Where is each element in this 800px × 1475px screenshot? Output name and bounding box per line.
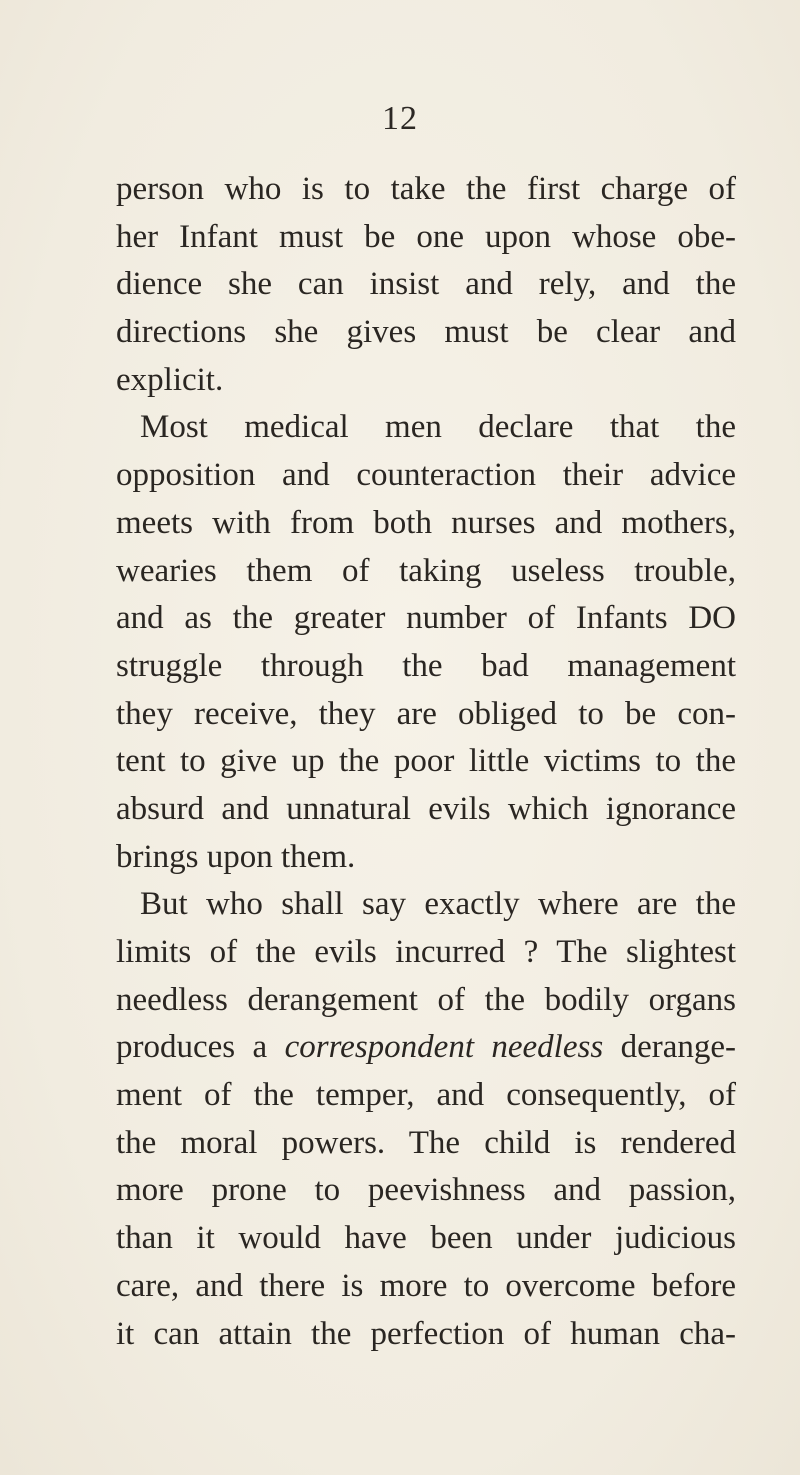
text-line: opposition and counteraction their advice [116,457,736,494]
text-line: more prone to peevishness and passion, [116,1172,736,1209]
text-line: dience she can insist and rely, and the [116,266,736,303]
text-line-mixed [116,1024,736,1072]
text-line: ment of the temper, and consequently, of [116,1077,736,1114]
text-line: meets with from both nurses and mothers, [116,504,736,541]
text-line: they receive, they are obliged to be con- [116,695,736,732]
text-line: the moral powers. The child is rendered [116,1124,736,1161]
page-number: 12 [382,100,418,137]
text-line: directions she gives must be clear and [116,314,736,351]
paragraph-start-line: But who shall say exactly where are the [140,886,736,923]
text-line: it can attain the perfection of human cha- [116,1315,736,1352]
text-line: care, and there is more to overcome before [116,1267,736,1304]
paragraph-start-line: Most medical men declare that the [140,409,736,446]
text-line: struggle through the bad management [116,647,736,684]
body-text [116,166,736,1358]
text-line: and as the greater number of Infants DO [116,600,736,637]
text-line: her Infant must be one upon whose obe- [116,218,736,255]
text-line: than it would have been under judicious [116,1220,736,1257]
text-segment: produces a [116,1029,268,1066]
italic-phrase: correspondent needless [284,1029,604,1066]
text-line: limits of the evils incurred ? The slightest [116,934,736,970]
text-segment: derange- [620,1029,737,1066]
text-line: wearies them of taking useless trouble, [116,552,736,589]
text-line: absurd and unnatural evils which ignorance [116,790,736,827]
text-line: needless derangement of the bodily organs [116,981,736,1018]
text-line: person who is to take the first charge of [116,171,736,207]
text-line: brings upon them. [116,838,356,875]
text-line: tent to give up the poor little victims to the [116,743,736,780]
text-line: explicit. [116,361,224,398]
